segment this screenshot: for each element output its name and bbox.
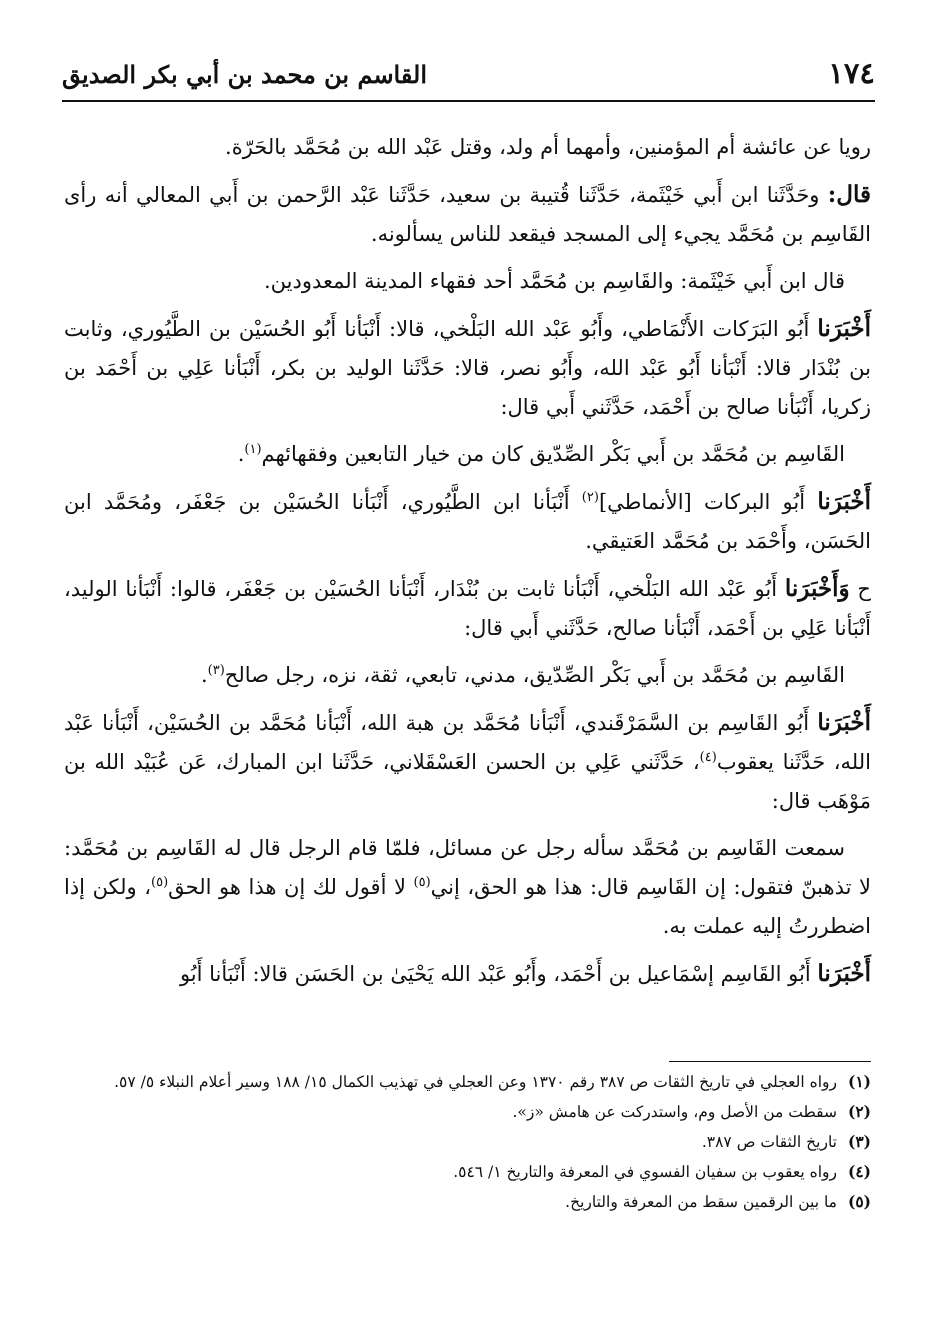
paragraph-9 xyxy=(64,703,871,821)
paragraph-text: وحَدَّثَنا ابن أَبي خَيْثَمة، حَدَّثَنا قُتيبة بن سعيد، حَدَّثَنا عَبْد الرَّحمن بن أَبي المعالي أنه رأى القَاسِم بن مُحَمَّد يجيء إلى المسجد فيقعد للناس يسألونه. xyxy=(64,183,871,246)
footnote-text: رواه العجلي في تاريخ الثقات ص ٣٨٧ رقم ١٣٧٠ وعن العجلي في تهذيب الكمال ١٥/ ١٨٨ وسير أعلام النبلاء ٥/ ٥٧. xyxy=(114,1073,837,1091)
footnote-ref[interactable]: (٣) xyxy=(207,663,225,678)
footnote-ref[interactable]: (٥) xyxy=(151,875,169,890)
footnote xyxy=(64,1068,871,1096)
paragraph-text: أَبُو البركات [الأنماطي] xyxy=(598,490,818,514)
paragraph-text: قال ابن أَبي خَيْثَمة: والقَاسِم بن مُحَمَّد أحد فقهاء المدينة المعدودين. xyxy=(263,269,845,293)
paragraph-10 xyxy=(64,829,871,946)
paragraph-11 xyxy=(64,954,871,994)
footnote-number: (٣) xyxy=(847,1132,871,1151)
running-title: القاسم بن محمد بن أبي بكر الصديق xyxy=(62,60,427,89)
paragraph-text: أَبُو البَرَكات الأَنْمَاطي، وأَبُو عَبْد الله البَلْخي، قالا: أَنْبَأنا أَبُو الحُسَيْن بن الطَّيُوري، وثابت بن بُنْدَار قالا: أَنْبَأنا أَبُو عَبْد الله، وأَبُو نصر، قالا: حَدَّثَنا الوليد بن بكر، أَنْبَأنا عَلِي بن أَحْمَد بن زكريا، أَنْبَأنا صالح بن أَحْمَد، حَدَّثَني أَبي قال: xyxy=(64,317,871,419)
paragraph-text: سمعت القَاسِم بن مُحَمَّد سأله رجل عن مسائل، فلمّا قام الرجل قال له القَاسِم بن مُحَمَّد: لا تذهبنّ فتقول: إن القَاسِم قال: هذا هو الحق، إني xyxy=(64,836,871,899)
narration-keyword: أَخْبَرَنا xyxy=(817,709,871,736)
narration-keyword: أَخْبَرَنا xyxy=(817,315,871,342)
paragraph-text: ، ولكن إذا اضطررتُ إليه عملت به. xyxy=(64,875,871,938)
footnotes xyxy=(64,1068,871,1218)
main-text xyxy=(64,128,871,1008)
paragraph-6 xyxy=(64,482,871,561)
footnote xyxy=(64,1098,871,1126)
footnote-ref[interactable]: (٢) xyxy=(581,490,599,505)
paragraph-5 xyxy=(64,435,871,474)
paragraph-text: ، حَدَّثَني عَلِي بن الحسن العَسْقَلاني، حَدَّثَنا ابن المبارك، عَن عُبَيْد الله بن مَوْهَب قال: xyxy=(64,750,871,813)
footnote-ref[interactable]: (١) xyxy=(244,442,262,457)
paragraph-text: أَنْبَأنا ابن الطَّيُوري، أَنْبَأنا الحُسَيْن بن جَعْفَر، ومُحَمَّد ابن الحَسَن، وأَحْمَد بن مُحَمَّد العَتيقي. xyxy=(64,490,871,553)
page-header xyxy=(62,56,875,102)
narration-keyword: وَأَخْبَرَنا xyxy=(784,575,850,602)
footnote-text: سقطت من الأصل وم، واستدركت عن هامش «ز». xyxy=(512,1103,837,1121)
paragraph-2 xyxy=(64,175,871,254)
paragraph-text: رويا عن عائشة أم المؤمنين، وأمهما أم ولد، وقتل عَبْد الله بن مُحَمَّد بالحَرّة. xyxy=(225,135,871,159)
footnote xyxy=(64,1188,871,1216)
footnote-text: تاريخ الثقات ص ٣٨٧. xyxy=(701,1133,837,1151)
paragraph-3 xyxy=(64,262,871,301)
footnote-number: (٥) xyxy=(847,1192,871,1211)
footnote-text: ما بين الرقمين سقط من المعرفة والتاريخ. xyxy=(565,1193,837,1211)
paragraph-4 xyxy=(64,309,871,427)
paragraph-text: أَبُو القَاسِم بن السَّمَرْقَندي، أَنْبَأنا مُحَمَّد بن هبة الله، أَنْبَأنا مُحَمَّد بن الحُسَيْن، أَنْبَأنا عَبْد الله، حَدَّثَنا يعقوب xyxy=(64,711,871,774)
paragraph-7 xyxy=(64,569,871,648)
paragraph-end: . xyxy=(237,442,245,466)
header-rule xyxy=(62,100,875,102)
footnote-number: (٢) xyxy=(847,1102,871,1121)
paragraph-text: أَبُو القَاسِم إسْمَاعيل بن أَحْمَد، وأَبُو عَبْد الله يَحْيَىٰ بن الحَسَن قالا: أَنْبَأنا أَبُو xyxy=(179,962,818,986)
footnote-rule xyxy=(669,1061,871,1062)
paragraph-text: القَاسِم بن مُحَمَّد بن أَبي بَكْر الصِّدّيق كان من خيار التابعين وفقهائهم xyxy=(261,442,845,466)
footnote xyxy=(64,1128,871,1156)
paragraph-end: . xyxy=(200,663,208,687)
paragraph-text: لا أقول لك إن هذا هو الحق xyxy=(168,875,414,899)
footnote-number: (١) xyxy=(847,1072,871,1091)
paragraph-prefix: ح xyxy=(849,577,871,601)
narration-keyword: أَخْبَرَنا xyxy=(817,488,871,515)
paragraph-1 xyxy=(64,128,871,167)
paragraph-text: أَبُو عَبْد الله البَلْخي، أَنْبَأنا ثابت بن بُنْدَار، أَنْبَأنا الحُسَيْن بن جَعْفَر، قالوا: أَنْبَأنا الوليد، أَنْبَأنا عَلِي بن أَحْمَد، أَنْبَأنا صالح، حَدَّثَني أَبي قال: xyxy=(64,577,871,640)
narration-keyword: أَخْبَرَنا xyxy=(817,960,871,987)
footnote-ref[interactable]: (٤) xyxy=(699,750,717,765)
footnote-ref[interactable]: (٥) xyxy=(413,875,431,890)
footnote-text: رواه يعقوب بن سفيان الفسوي في المعرفة والتاريخ ١/ ٥٤٦. xyxy=(453,1163,837,1181)
paragraph-8 xyxy=(64,656,871,695)
footnote-number: (٤) xyxy=(847,1162,871,1181)
footnote xyxy=(64,1158,871,1186)
paragraph-text: القَاسِم بن مُحَمَّد بن أَبي بَكْر الصِّدّيق، مدني، تابعي، ثقة، نزه، رجل صالح xyxy=(224,663,845,687)
narration-keyword: قال: xyxy=(827,181,871,208)
page-number: ١٧٤ xyxy=(828,56,875,90)
